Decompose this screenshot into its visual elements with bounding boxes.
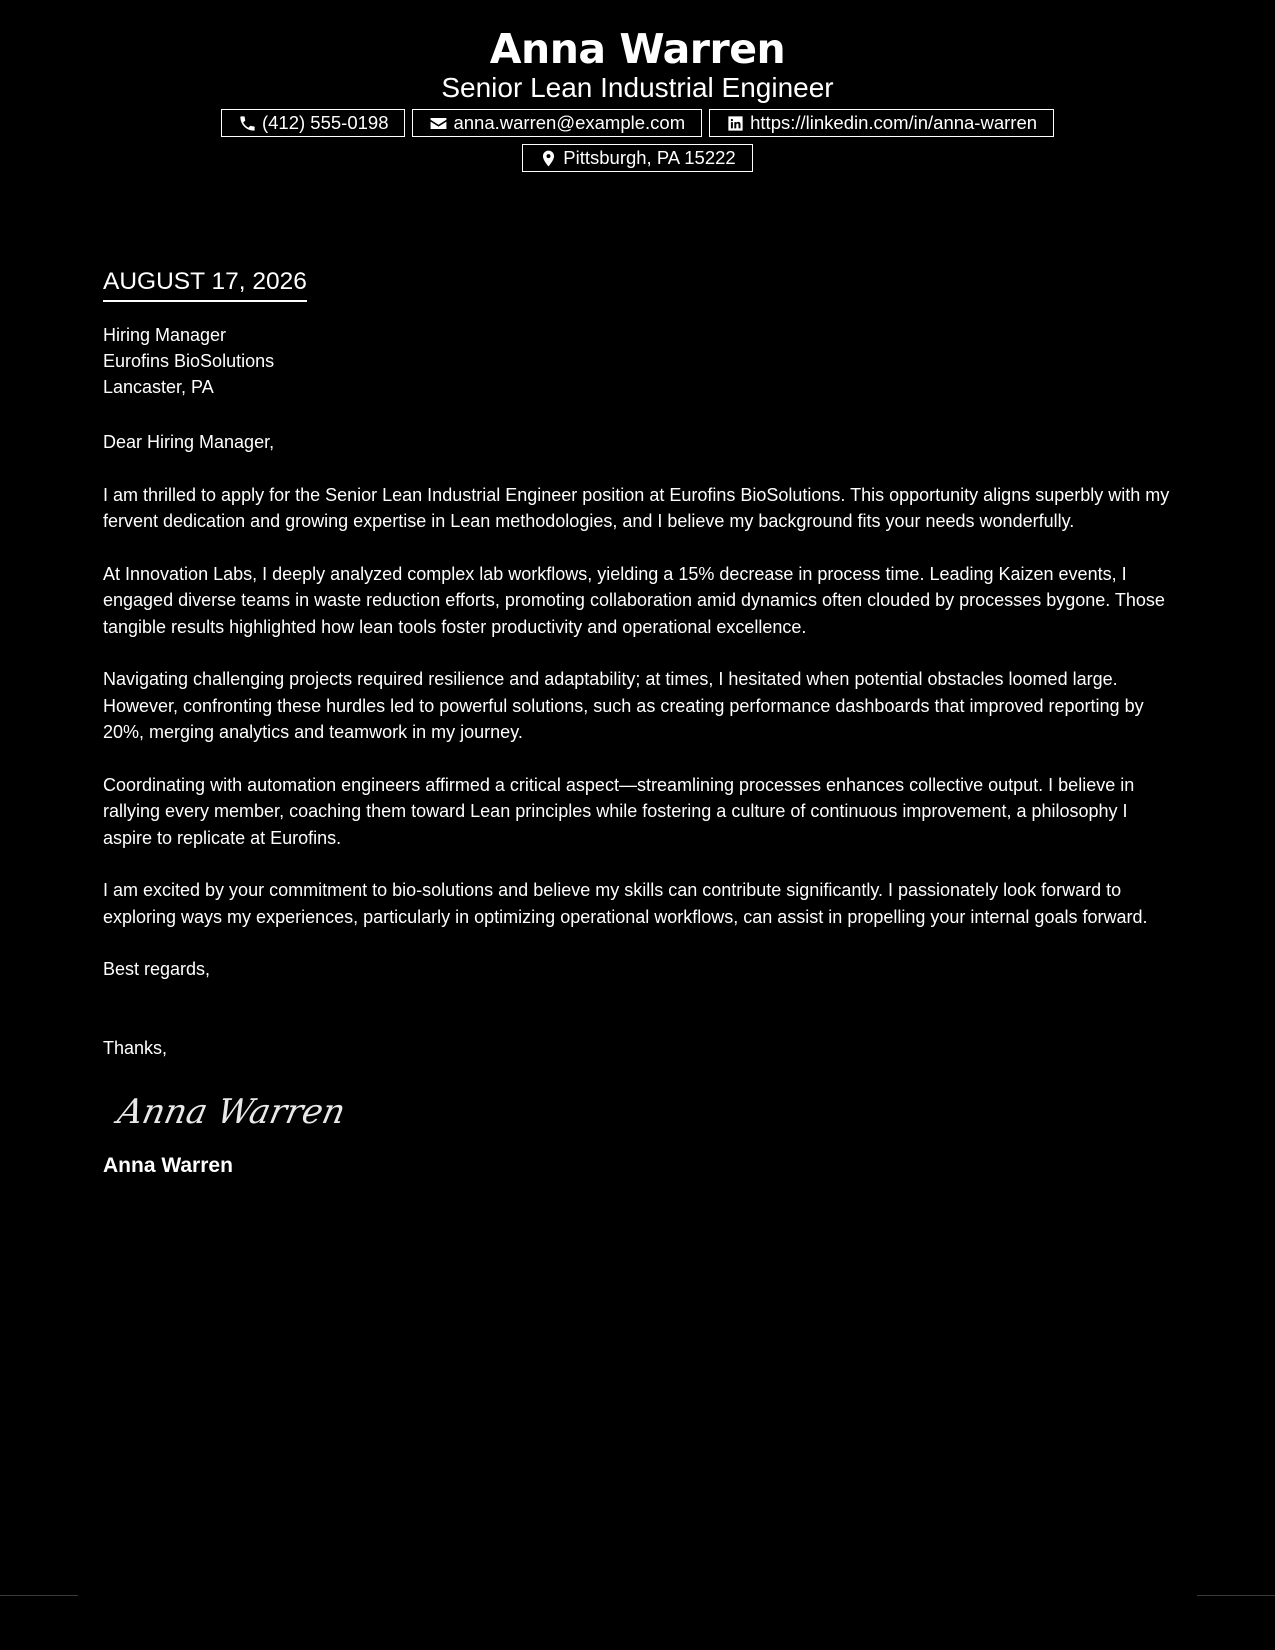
svg-text:Anna Warren: Anna Warren [114, 1092, 349, 1132]
recipient-line: Lancaster, PA [103, 377, 214, 397]
email-text: anna.warren@example.com [453, 112, 686, 133]
letter-body [103, 264, 1173, 1180]
linkedin-icon [726, 114, 745, 133]
applicant-title: Senior Lean Industrial Engineer [441, 72, 834, 103]
salutation: Dear Hiring Manager, [103, 432, 275, 452]
envelope-icon [429, 114, 448, 133]
body-paragraph: At Innovation Labs, I deeply analyzed complex lab workflows, yielding a 15% decrease in process time. Leading Kaizen events, I engaged diverse teams in waste reduction efforts, promoting collaboration amid dynamics often clouded by processes bygone. Those tangible results highlighted how lean tools foster productivity and operational excellence. [103, 563, 1165, 637]
recipient-line: Hiring Manager [103, 325, 227, 345]
letter-date: AUGUST 17, 2026 [103, 264, 307, 302]
contact-row [0, 109, 1275, 137]
body-paragraph: I am thrilled to apply for the Senior Lean Industrial Engineer position at Eurofins BioSolutions. This opportunity aligns superbly with my fervent dedication and growing expertise in Lean methodologies, and I believe my background fits your needs wonderfully. [103, 484, 1170, 531]
linkedin-chip[interactable] [709, 109, 1054, 137]
body-paragraph: I am excited by your commitment to bio-solutions and believe my skills can contribute significantly. I passionately look forward to exploring ways my experiences, particularly in optimizing operational workflows, can assist in propelling your internal goals forward. [103, 880, 1148, 927]
thanks-line: Thanks, [103, 1037, 168, 1058]
map-pin-icon [539, 149, 558, 168]
linkedin-text: https://linkedin.com/in/anna-warren [750, 112, 1038, 133]
applicant-name: Anna Warren [489, 25, 786, 73]
signature-image [113, 1081, 373, 1139]
body-paragraph: Navigating challenging projects required resilience and adaptability; at times, I hesitated when potential obstacles loomed large. However, confronting these hurdles led to powerful solutions, such as creating performance dashboards that improved reporting by 20%, merging analytics and teamwork in my journey. [103, 669, 1144, 742]
footer-rule-right [1197, 1595, 1275, 1596]
location-row [0, 144, 1275, 172]
email-chip[interactable] [412, 109, 702, 137]
phone-text: (412) 555-0198 [261, 112, 389, 133]
body-paragraph: Coordinating with automation engineers affirmed a critical aspect—streamlining processes enhances collective output. I believe in rallying every member, coaching them toward Lean principles while fostering a culture of continuous improvement, a philosophy I aspire to replicate at Eurofins. [103, 774, 1135, 848]
phone-icon [238, 114, 257, 133]
location-text: Pittsburgh, PA 15222 [563, 147, 736, 168]
phone-chip[interactable] [221, 109, 406, 137]
signer-name: Anna Warren [103, 1154, 233, 1177]
location-chip[interactable] [522, 144, 752, 172]
recipient-block [103, 322, 1173, 400]
closing: Best regards, [103, 959, 211, 979]
footer-rule-left [0, 1595, 78, 1596]
recipient-line: Eurofins BioSolutions [103, 351, 275, 371]
letter-header [0, 22, 1275, 172]
